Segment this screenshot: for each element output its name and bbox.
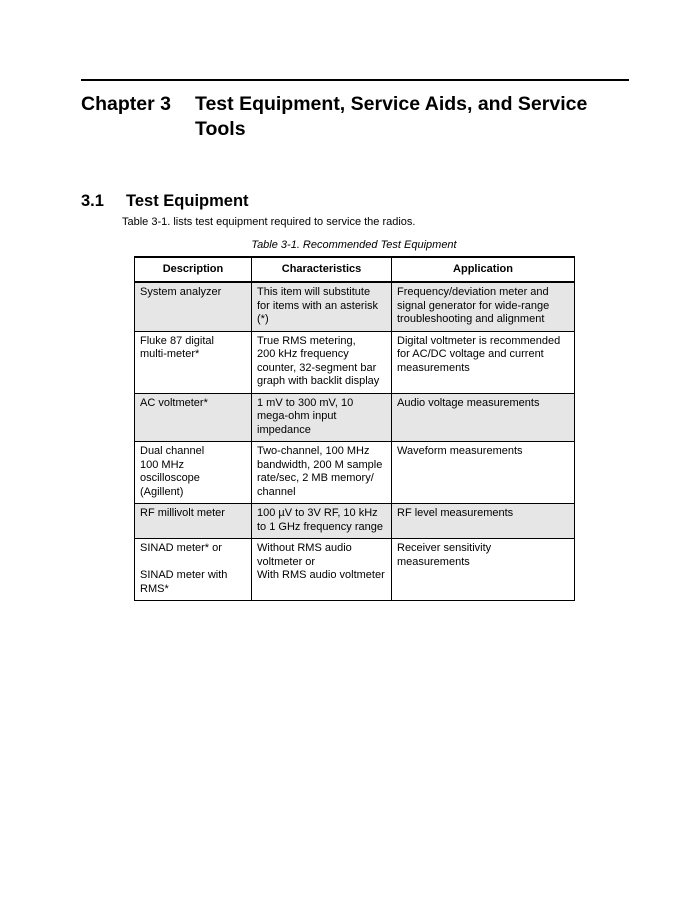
cell-text-line: rate/sec, 2 MB memory/ xyxy=(257,472,374,484)
cell-text-line: SINAD meter* or xyxy=(140,542,222,554)
intro-paragraph: Table 3-1. lists test equipment required to service the radios. xyxy=(122,216,416,228)
cell-text-line: Dual channel xyxy=(140,445,205,457)
table-cell-characteristics xyxy=(252,331,392,393)
table-cell-application xyxy=(392,331,575,393)
cell-text-line: 100 µV to 3V RF, 10 kHz xyxy=(257,507,378,519)
cell-text-line: channel xyxy=(257,485,296,498)
table-cell-application xyxy=(392,393,575,442)
cell-text-line: With RMS audio voltmeter xyxy=(257,569,385,581)
cell-text-line: 100 MHz xyxy=(140,458,185,471)
table-cell-description xyxy=(135,393,252,442)
cell-text-line: System analyzer xyxy=(140,286,222,298)
cell-text-line: counter, 32-segment bar xyxy=(257,361,377,374)
chapter-number: Chapter 3 xyxy=(81,93,171,115)
cell-text-line: Receiver sensitivity xyxy=(397,542,492,554)
cell-text-line: Waveform measurements xyxy=(397,445,523,457)
table-row xyxy=(135,539,575,601)
table-cell-description xyxy=(135,504,252,539)
table-cell-characteristics xyxy=(252,442,392,504)
table-cell-application xyxy=(392,442,575,504)
cell-text-line: impedance xyxy=(257,423,311,436)
table-cell-description xyxy=(135,539,252,601)
cell-text-line: RF millivolt meter xyxy=(140,507,225,519)
cell-text-line: graph with backlit display xyxy=(257,375,380,387)
cell-text-line: 200 kHz frequency xyxy=(257,348,349,360)
table-cell-description xyxy=(135,282,252,331)
cell-text-line: for AC/DC voltage and current xyxy=(397,348,544,360)
header-characteristics: Characteristics xyxy=(252,257,392,282)
cell-text-line: for items with an asterisk xyxy=(257,299,379,312)
cell-text-line: SINAD meter with xyxy=(140,569,228,581)
table-row xyxy=(135,442,575,504)
equipment-table xyxy=(134,256,575,601)
cell-text-line: RF level measurements xyxy=(397,507,514,519)
table-cell-characteristics xyxy=(252,393,392,442)
cell-text-line: measurements xyxy=(397,555,470,568)
cell-text-line: mega-ohm input xyxy=(257,410,337,422)
section-number: 3.1 xyxy=(81,192,104,210)
cell-text-line: Two-channel, 100 MHz xyxy=(257,445,370,457)
cell-text-line: Frequency/deviation meter and xyxy=(397,286,549,298)
section-title: Test Equipment xyxy=(126,192,249,210)
cell-text-line: oscilloscope xyxy=(140,472,200,484)
table-cell-application xyxy=(392,504,575,539)
table-cell-characteristics xyxy=(252,504,392,539)
header-application: Application xyxy=(392,257,575,282)
cell-text-line: measurements xyxy=(397,361,470,374)
cell-text-line: This item will substitute xyxy=(257,286,371,298)
cell-text-line: to 1 GHz frequency range xyxy=(257,520,383,533)
cell-text-line: troubleshooting and alignment xyxy=(397,313,545,325)
table-row xyxy=(135,331,575,393)
table-cell-characteristics xyxy=(252,282,392,331)
table-body xyxy=(135,282,575,601)
cell-text-line: Fluke 87 digital xyxy=(140,334,214,347)
cell-text-line: AC voltmeter* xyxy=(140,396,208,409)
cell-text-line: (*) xyxy=(257,313,269,325)
cell-text-line: voltmeter or xyxy=(257,555,316,568)
cell-text-line: Digital voltmeter is recommended xyxy=(397,334,561,347)
cell-text-line: signal generator for wide-range xyxy=(397,299,550,312)
table-row xyxy=(135,393,575,442)
table-caption: Table 3-1. Recommended Test Equipment xyxy=(251,239,457,251)
cell-text-line: True RMS metering, xyxy=(257,334,356,347)
header-description: Description xyxy=(135,257,252,282)
cell-text-line xyxy=(140,556,247,570)
cell-text-line: multi-meter* xyxy=(140,348,200,360)
table-cell-description xyxy=(135,442,252,504)
chapter-top-rule xyxy=(81,79,629,81)
table-cell-application xyxy=(392,282,575,331)
table-header-row xyxy=(135,257,575,282)
cell-text-line: 1 mV to 300 mV, 10 xyxy=(257,396,354,409)
cell-text-line: (Agillent) xyxy=(140,485,184,498)
chapter-title: Test Equipment, Service Aids, and Service Tools xyxy=(195,93,588,140)
table-row xyxy=(135,504,575,539)
table-cell-application xyxy=(392,539,575,601)
cell-text-line: RMS* xyxy=(140,582,169,595)
table-row xyxy=(135,282,575,331)
cell-text-line: bandwidth, 200 M sample xyxy=(257,458,383,471)
table-cell-description xyxy=(135,331,252,393)
cell-text-line: Without RMS audio xyxy=(257,542,352,554)
table-cell-characteristics xyxy=(252,539,392,601)
cell-text-line: Audio voltage measurements xyxy=(397,396,540,409)
